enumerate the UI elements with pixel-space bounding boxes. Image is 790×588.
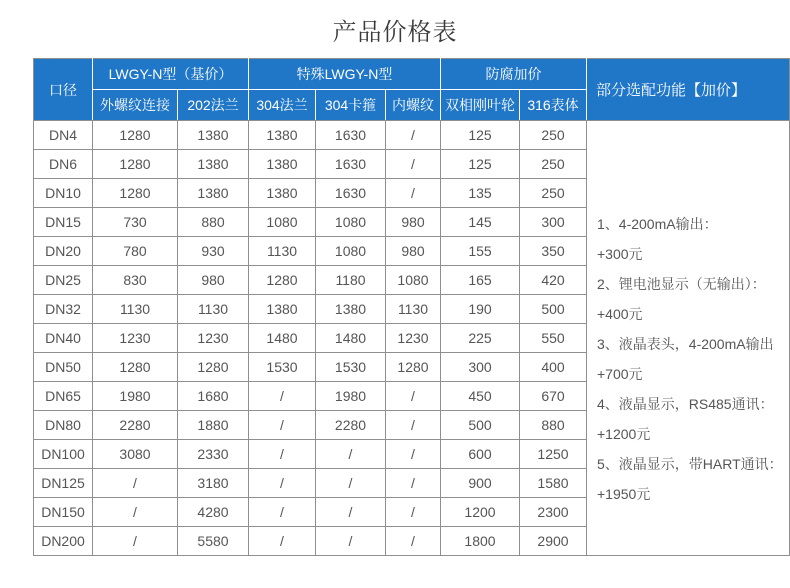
diameter-cell: DN50 — [34, 353, 93, 382]
price-cell: 300 — [520, 208, 587, 237]
price-cell: 1380 — [249, 295, 316, 324]
price-cell: / — [386, 440, 441, 469]
page-title: 产品价格表 — [332, 19, 458, 46]
diameter-cell: DN6 — [34, 150, 93, 179]
option-line: +1200元 — [597, 426, 651, 442]
price-cell: 1200 — [441, 498, 520, 527]
price-cell: / — [93, 527, 178, 556]
subheader-316-body: 316表体 — [520, 90, 587, 121]
price-cell: 1630 — [316, 179, 386, 208]
price-cell: 1680 — [178, 382, 249, 411]
price-cell: 1230 — [386, 324, 441, 353]
price-cell: 780 — [93, 237, 178, 266]
option-line: +1950元 — [597, 486, 651, 502]
option-line: 5、液晶显示，带HART通讯： — [597, 456, 783, 472]
header-row-groups — [34, 59, 790, 90]
option-line: 4、液晶显示，RS485通讯： — [597, 396, 774, 412]
price-cell: 1280 — [93, 353, 178, 382]
price-cell: / — [93, 469, 178, 498]
price-cell: 670 — [520, 382, 587, 411]
subheader-304-flange: 304法兰 — [249, 90, 316, 121]
price-cell: 135 — [441, 179, 520, 208]
price-cell: 600 — [441, 440, 520, 469]
option-line: 3、液晶表头，4-200mA输出 — [597, 336, 774, 352]
diameter-cell: DN15 — [34, 208, 93, 237]
price-cell: 250 — [520, 179, 587, 208]
price-cell: 1130 — [178, 295, 249, 324]
price-cell: / — [316, 469, 386, 498]
price-cell: 1280 — [178, 353, 249, 382]
price-cell: 880 — [178, 208, 249, 237]
diameter-cell: DN100 — [34, 440, 93, 469]
price-cell: 1380 — [316, 295, 386, 324]
price-cell: 5580 — [178, 527, 249, 556]
price-cell: 2300 — [520, 498, 587, 527]
price-cell: 250 — [520, 121, 587, 150]
group-header-special: 特殊LWGY-N型 — [249, 59, 441, 90]
price-cell: / — [386, 527, 441, 556]
price-cell: / — [249, 527, 316, 556]
table-body — [34, 121, 790, 556]
price-cell: 880 — [520, 411, 587, 440]
price-cell: 1280 — [386, 353, 441, 382]
subheader-external-thread: 外螺纹连接 — [93, 90, 178, 121]
price-cell: 300 — [441, 353, 520, 382]
option-line: +400元 — [597, 306, 643, 322]
price-cell: 500 — [441, 411, 520, 440]
price-cell: / — [386, 382, 441, 411]
table-row — [34, 121, 790, 150]
price-cell: 980 — [386, 237, 441, 266]
price-cell: 3180 — [178, 469, 249, 498]
price-cell: 1480 — [249, 324, 316, 353]
price-cell: / — [316, 527, 386, 556]
option-line: 2、锂电池显示（无输出）： — [597, 276, 766, 292]
price-cell: 450 — [441, 382, 520, 411]
price-cell: 1080 — [386, 266, 441, 295]
price-cell: 165 — [441, 266, 520, 295]
price-cell: 1130 — [249, 237, 316, 266]
price-cell: / — [386, 411, 441, 440]
price-cell: 250 — [520, 150, 587, 179]
price-cell: 980 — [178, 266, 249, 295]
price-cell: / — [249, 382, 316, 411]
price-cell: 1800 — [441, 527, 520, 556]
price-cell: 3080 — [93, 440, 178, 469]
price-cell: / — [386, 121, 441, 150]
diameter-cell: DN150 — [34, 498, 93, 527]
price-cell: 1080 — [249, 208, 316, 237]
price-cell: 4280 — [178, 498, 249, 527]
price-cell: / — [249, 498, 316, 527]
price-cell: 420 — [520, 266, 587, 295]
price-cell: 155 — [441, 237, 520, 266]
diameter-cell: DN125 — [34, 469, 93, 498]
price-cell: / — [316, 498, 386, 527]
price-cell: 1630 — [316, 150, 386, 179]
option-line: +700元 — [597, 366, 643, 382]
price-cell: 1280 — [93, 150, 178, 179]
diameter-cell: DN20 — [34, 237, 93, 266]
price-cell: 1380 — [249, 121, 316, 150]
price-cell: / — [249, 411, 316, 440]
price-cell: / — [249, 469, 316, 498]
price-cell: 1230 — [178, 324, 249, 353]
price-cell: 1380 — [178, 150, 249, 179]
price-cell: 1080 — [316, 237, 386, 266]
price-cell: 125 — [441, 150, 520, 179]
price-cell: 400 — [520, 353, 587, 382]
diameter-cell: DN80 — [34, 411, 93, 440]
price-cell: 830 — [93, 266, 178, 295]
subheader-duplex-impeller: 双相刚叶轮 — [441, 90, 520, 121]
diameter-cell: DN10 — [34, 179, 93, 208]
price-cell: 1380 — [249, 179, 316, 208]
price-cell: 2330 — [178, 440, 249, 469]
subheader-304-clamp: 304卡箍 — [316, 90, 386, 121]
price-cell: 1480 — [316, 324, 386, 353]
price-cell: 930 — [178, 237, 249, 266]
price-cell: 500 — [520, 295, 587, 324]
diameter-column-header: 口径 — [34, 59, 93, 121]
subheader-202-flange: 202法兰 — [178, 90, 249, 121]
price-table — [33, 58, 790, 556]
price-cell: 1080 — [316, 208, 386, 237]
option-line: +300元 — [597, 246, 643, 262]
price-cell: 125 — [441, 121, 520, 150]
options-column-header: 部分选配功能【加价】 — [587, 59, 790, 121]
price-cell: 1880 — [178, 411, 249, 440]
price-cell: 1280 — [93, 179, 178, 208]
price-cell: 225 — [441, 324, 520, 353]
subheader-internal-thread: 内螺纹 — [386, 90, 441, 121]
price-cell: 1250 — [520, 440, 587, 469]
price-cell: 900 — [441, 469, 520, 498]
price-cell: 2900 — [520, 527, 587, 556]
diameter-cell: DN65 — [34, 382, 93, 411]
price-cell: / — [93, 498, 178, 527]
price-cell: 1130 — [93, 295, 178, 324]
price-cell: 2280 — [93, 411, 178, 440]
price-cell: 2280 — [316, 411, 386, 440]
price-cell: 145 — [441, 208, 520, 237]
price-cell: 1630 — [316, 121, 386, 150]
price-cell: / — [316, 440, 386, 469]
option-line: 1、4-200mA输出： — [597, 216, 718, 232]
price-cell: 1380 — [178, 179, 249, 208]
diameter-cell: DN32 — [34, 295, 93, 324]
price-cell: 1130 — [386, 295, 441, 324]
price-cell: 1980 — [316, 382, 386, 411]
price-cell: / — [249, 440, 316, 469]
price-cell: 550 — [520, 324, 587, 353]
price-cell: 1180 — [316, 266, 386, 295]
options-cell — [587, 121, 790, 556]
price-cell: 730 — [93, 208, 178, 237]
price-cell: 1580 — [520, 469, 587, 498]
price-cell: / — [386, 498, 441, 527]
group-header-basic: LWGY-N型（基价） — [93, 59, 249, 90]
diameter-cell: DN4 — [34, 121, 93, 150]
price-cell: 1980 — [93, 382, 178, 411]
price-cell: 1230 — [93, 324, 178, 353]
price-cell: 1530 — [316, 353, 386, 382]
diameter-cell: DN40 — [34, 324, 93, 353]
price-cell: 1280 — [249, 266, 316, 295]
price-cell: 190 — [441, 295, 520, 324]
diameter-cell: DN200 — [34, 527, 93, 556]
price-cell: 1280 — [93, 121, 178, 150]
price-cell: 1530 — [249, 353, 316, 382]
group-header-anticorrosion: 防腐加价 — [441, 59, 587, 90]
table-header — [34, 59, 790, 121]
diameter-cell: DN25 — [34, 266, 93, 295]
price-cell: 1380 — [178, 121, 249, 150]
price-cell: / — [386, 179, 441, 208]
price-cell: / — [386, 150, 441, 179]
price-cell: 980 — [386, 208, 441, 237]
price-cell: / — [386, 469, 441, 498]
price-cell: 1380 — [249, 150, 316, 179]
price-cell: 350 — [520, 237, 587, 266]
